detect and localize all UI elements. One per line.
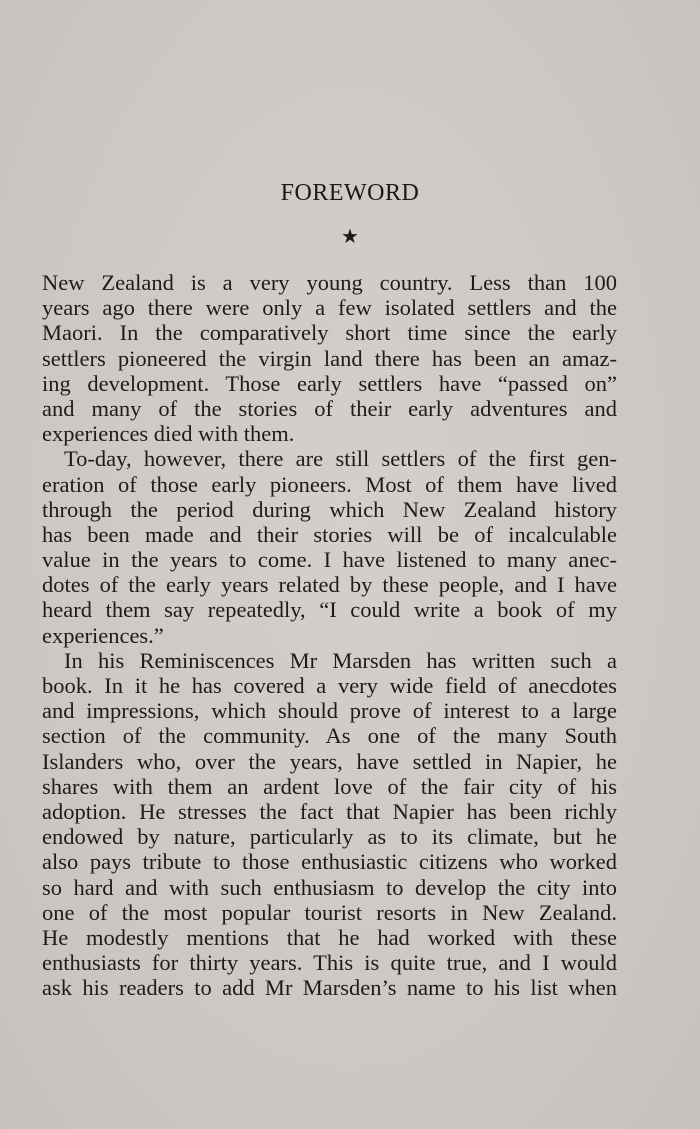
text-line: He modestly mentions that he had worked with these xyxy=(42,924,617,950)
text-line: New Zealand is a very young country. Less than 100 xyxy=(42,270,617,295)
text-line: endowed by nature, particularly as to its climate, but he xyxy=(42,824,617,850)
page-title: FOREWORD xyxy=(280,180,420,206)
text-line: In his Reminiscences Mr Marsden has written such a xyxy=(64,647,617,673)
text-line: and impressions, which should prove of interest to a large xyxy=(42,698,617,724)
text-line: settlers pioneered the virgin land there has been an amaz- xyxy=(42,345,617,371)
text-line: Maori. In the comparatively short time since the early xyxy=(42,320,617,346)
text-line: has been made and their stories will be of incalculable xyxy=(42,521,617,547)
text-line: ing development. Those early settlers have “passed on” xyxy=(42,370,617,396)
text-line: and many of the stories of their early adventures and xyxy=(42,395,617,421)
text-line: section of the community. As one of the many South xyxy=(42,723,617,749)
text-line: enthusiasts for thirty years. This is quite true, and I would xyxy=(42,950,617,976)
text-line: value in the years to come. I have listened to many anec- xyxy=(42,547,617,573)
text-line: dotes of the early years related by these people, and I have xyxy=(42,572,617,598)
text-line: experiences.” xyxy=(42,622,164,648)
text-line: shares with them an ardent love of the fair city of his xyxy=(42,773,617,799)
text-line: also pays tribute to those enthusiastic citizens who worked xyxy=(42,849,617,875)
star-ornament-icon: ★ xyxy=(341,226,359,248)
foreword-text xyxy=(42,270,617,1000)
text-line: through the period during which New Zealand history xyxy=(42,496,617,522)
text-line: experiences died with them. xyxy=(42,421,295,447)
text-line: ask his readers to add Mr Marsden’s name to his list when xyxy=(42,975,617,1001)
text-line: book. In it he has covered a very wide field of anecdotes xyxy=(42,673,617,698)
text-line: Islanders who, over the years, have settled in Napier, he xyxy=(42,748,617,774)
text-line: so hard and with such enthusiasm to develop the city into xyxy=(42,874,617,900)
text-line: one of the most popular tourist resorts in New Zealand. xyxy=(42,899,617,925)
text-line: years ago there were only a few isolated settlers and the xyxy=(42,295,617,321)
text-line: eration of those early pioneers. Most of them have lived xyxy=(42,471,617,497)
text-line: heard them say repeatedly, “I could write a book of my xyxy=(42,597,617,623)
text-line: To-day, however, there are still settlers of the first gen- xyxy=(64,446,617,472)
text-line: adoption. He stresses the fact that Napier has been richly xyxy=(42,798,617,824)
